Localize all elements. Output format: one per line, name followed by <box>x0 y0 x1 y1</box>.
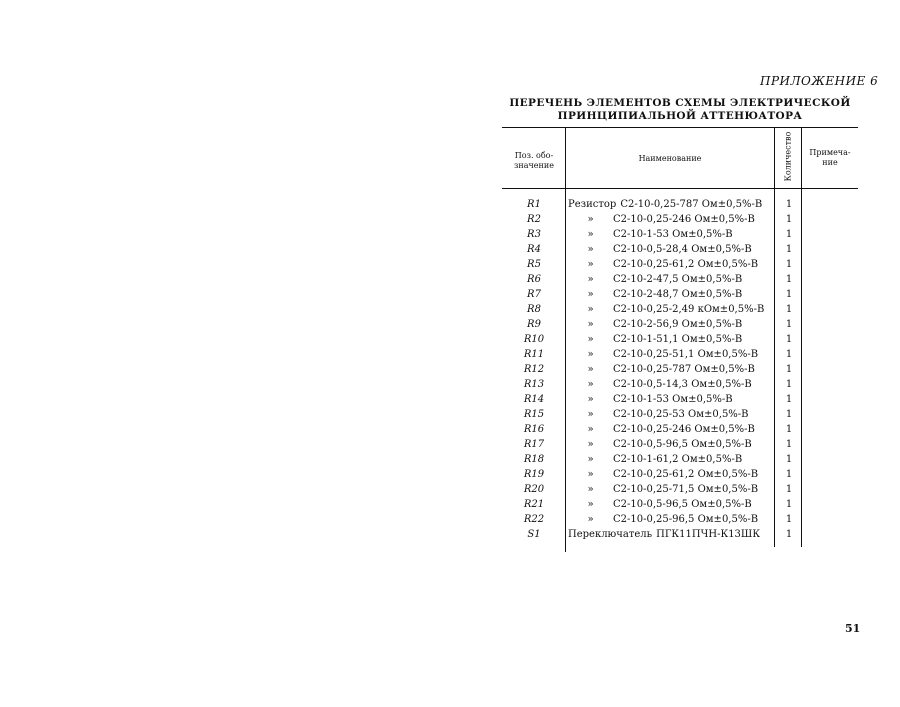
row-name <box>568 347 758 362</box>
row-name-prefix: Резистор <box>568 199 617 210</box>
appendix-label: ПРИЛОЖЕНИЕ 6 <box>760 74 879 88</box>
row-name-prefix: » <box>587 289 594 300</box>
row-name-prefix: » <box>587 334 594 345</box>
row-quantity: 1 <box>785 199 793 210</box>
row-name-value: С2-10-0,25-96,5 Ом±0,5%-В <box>613 514 759 525</box>
row-quantity: 1 <box>785 439 793 450</box>
row-name-value: С2-10-0,25-787 Ом±0,5%-В <box>620 199 763 210</box>
row-quantity: 1 <box>785 349 793 360</box>
row-name-value: С2-10-0,25-787 Ом±0,5%-В <box>613 364 755 375</box>
table-row <box>502 362 862 377</box>
row-name <box>568 392 733 407</box>
row-position: R9 <box>527 319 541 330</box>
row-name-value: С2-10-1-51,1 Ом±0,5%-В <box>613 334 743 345</box>
table-row <box>502 467 862 482</box>
table-row <box>502 512 862 527</box>
row-quantity: 1 <box>785 424 793 435</box>
row-position: R12 <box>523 364 545 375</box>
row-quantity: 1 <box>785 409 793 420</box>
row-position: S1 <box>527 529 541 540</box>
row-quantity: 1 <box>785 289 793 300</box>
header-bottom-rule <box>502 188 858 189</box>
row-name <box>568 302 764 317</box>
row-name <box>568 332 742 347</box>
row-position: R6 <box>527 274 541 285</box>
row-name <box>568 407 749 422</box>
row-name-prefix: » <box>587 484 594 495</box>
row-name <box>568 497 752 512</box>
header-note: Примеча- ние <box>809 148 851 167</box>
row-name-value: С2-10-2-48,7 Ом±0,5%-В <box>613 289 743 300</box>
row-name <box>568 227 733 242</box>
table-row <box>502 287 862 302</box>
header-pos: Поз. обо- значение <box>514 151 554 170</box>
table-row <box>502 482 862 497</box>
row-quantity: 1 <box>785 529 793 540</box>
row-name-prefix: » <box>587 244 594 255</box>
table-row <box>502 227 862 242</box>
row-position: R15 <box>523 409 545 420</box>
row-quantity: 1 <box>785 394 793 405</box>
row-name-value: С2-10-0,25-246 Ом±0,5%-В <box>613 424 755 435</box>
table-row <box>502 407 862 422</box>
row-name-value: С2-10-0,25-53 Ом±0,5%-В <box>613 409 749 420</box>
row-name <box>568 257 758 272</box>
row-name-prefix: » <box>587 514 594 525</box>
row-name <box>568 362 755 377</box>
row-position: R2 <box>527 214 541 225</box>
row-name <box>568 527 760 542</box>
row-name-value: С2-10-0,5-14,3 Ом±0,5%-В <box>613 379 752 390</box>
row-position: R18 <box>523 454 545 465</box>
row-quantity: 1 <box>785 484 793 495</box>
row-name-prefix: » <box>587 214 594 225</box>
page-number: 51 <box>845 622 861 635</box>
row-name-value: С2-10-0,5-96,5 Ом±0,5%-В <box>613 439 752 450</box>
document-title-line-2: ПРИНЦИПИАЛЬНОЙ АТТЕНЮАТОРА <box>557 110 803 122</box>
row-quantity: 1 <box>785 244 793 255</box>
row-name-value: С2-10-0,25-61,2 Ом±0,5%-В <box>613 259 759 270</box>
header-qty: Количество <box>783 131 793 182</box>
row-name <box>568 437 752 452</box>
row-name-value: С2-10-2-47,5 Ом±0,5%-В <box>613 274 743 285</box>
row-name <box>568 212 755 227</box>
row-quantity: 1 <box>785 499 793 510</box>
row-quantity: 1 <box>785 469 793 480</box>
table-row <box>502 347 862 362</box>
row-position: R1 <box>527 199 541 210</box>
row-position: R19 <box>523 469 545 480</box>
row-name-prefix: » <box>587 454 594 465</box>
table-row <box>502 332 862 347</box>
row-quantity: 1 <box>785 214 793 225</box>
table-row <box>502 437 862 452</box>
row-position: R22 <box>523 514 545 525</box>
table-row <box>502 392 862 407</box>
table-row <box>502 497 862 512</box>
row-position: R14 <box>523 394 545 405</box>
row-name-prefix: » <box>587 274 594 285</box>
table-row <box>502 257 862 272</box>
row-position: R13 <box>523 379 545 390</box>
table-row <box>502 452 862 467</box>
row-name-prefix: » <box>587 304 594 315</box>
row-name-prefix: » <box>587 469 594 480</box>
table-row <box>502 527 862 542</box>
row-name-value: С2-10-0,5-96,5 Ом±0,5%-В <box>613 499 752 510</box>
row-quantity: 1 <box>785 364 793 375</box>
row-quantity: 1 <box>785 514 793 525</box>
row-quantity: 1 <box>785 304 793 315</box>
row-name-prefix: » <box>587 394 594 405</box>
row-name-value: С2-10-0,25-51,1 Ом±0,5%-В <box>613 349 759 360</box>
row-name-value: ПГК11ПЧН-К13ШК <box>656 529 761 540</box>
table-row <box>502 317 862 332</box>
row-name <box>568 482 758 497</box>
row-position: R21 <box>523 499 545 510</box>
row-quantity: 1 <box>785 334 793 345</box>
row-name-prefix: » <box>587 259 594 270</box>
row-name-value: С2-10-0,25-2,49 кОм±0,5%-В <box>613 304 765 315</box>
row-quantity: 1 <box>785 379 793 390</box>
row-name-value: С2-10-0,25-246 Ом±0,5%-В <box>613 214 755 225</box>
table-row <box>502 377 862 392</box>
row-position: R4 <box>527 244 541 255</box>
row-position: R20 <box>523 484 545 495</box>
row-position: R5 <box>527 259 541 270</box>
row-name <box>568 422 755 437</box>
table-row <box>502 242 862 257</box>
row-name <box>568 197 762 212</box>
row-name <box>568 272 742 287</box>
row-position: R8 <box>527 304 541 315</box>
row-name-value: С2-10-0,25-71,5 Ом±0,5%-В <box>613 484 759 495</box>
row-name <box>568 287 742 302</box>
table-row <box>502 272 862 287</box>
row-position: R16 <box>523 424 545 435</box>
row-name <box>568 512 758 527</box>
row-name-value: С2-10-2-56,9 Ом±0,5%-В <box>613 319 743 330</box>
row-name <box>568 467 758 482</box>
row-position: R7 <box>527 289 541 300</box>
row-name-prefix: Переключатель <box>568 529 653 540</box>
row-name-prefix: » <box>587 424 594 435</box>
row-name-prefix: » <box>587 409 594 420</box>
row-name-prefix: » <box>587 319 594 330</box>
row-quantity: 1 <box>785 229 793 240</box>
row-name-value: С2-10-1-53 Ом±0,5%-В <box>613 229 733 240</box>
row-quantity: 1 <box>785 454 793 465</box>
row-name-prefix: » <box>587 349 594 360</box>
row-quantity: 1 <box>785 319 793 330</box>
row-quantity: 1 <box>785 259 793 270</box>
table-row <box>502 302 862 317</box>
row-quantity: 1 <box>785 274 793 285</box>
row-name-prefix: » <box>587 499 594 510</box>
table-row <box>502 422 862 437</box>
row-position: R3 <box>527 229 541 240</box>
row-position: R10 <box>523 334 545 345</box>
row-name-prefix: » <box>587 364 594 375</box>
table-row <box>502 197 862 212</box>
row-name-value: С2-10-1-61,2 Ом±0,5%-В <box>613 454 743 465</box>
row-position: R17 <box>523 439 545 450</box>
table-row <box>502 212 862 227</box>
row-name-prefix: » <box>587 379 594 390</box>
row-name-prefix: » <box>587 229 594 240</box>
row-name <box>568 452 742 467</box>
document-title-line-1: ПЕРЕЧЕНЬ ЭЛЕМЕНТОВ СХЕМЫ ЭЛЕКТРИЧЕСКОЙ <box>509 97 851 109</box>
row-name <box>568 242 752 257</box>
row-name-value: С2-10-0,25-61,2 Ом±0,5%-В <box>613 469 759 480</box>
table-top-rule <box>502 127 858 128</box>
row-name <box>568 317 742 332</box>
row-name-prefix: » <box>587 439 594 450</box>
row-name <box>568 377 752 392</box>
row-name-value: С2-10-1-53 Ом±0,5%-В <box>613 394 733 405</box>
header-name: Наименование <box>638 154 702 163</box>
row-position: R11 <box>523 349 545 360</box>
row-name-value: С2-10-0,5-28,4 Ом±0,5%-В <box>613 244 752 255</box>
